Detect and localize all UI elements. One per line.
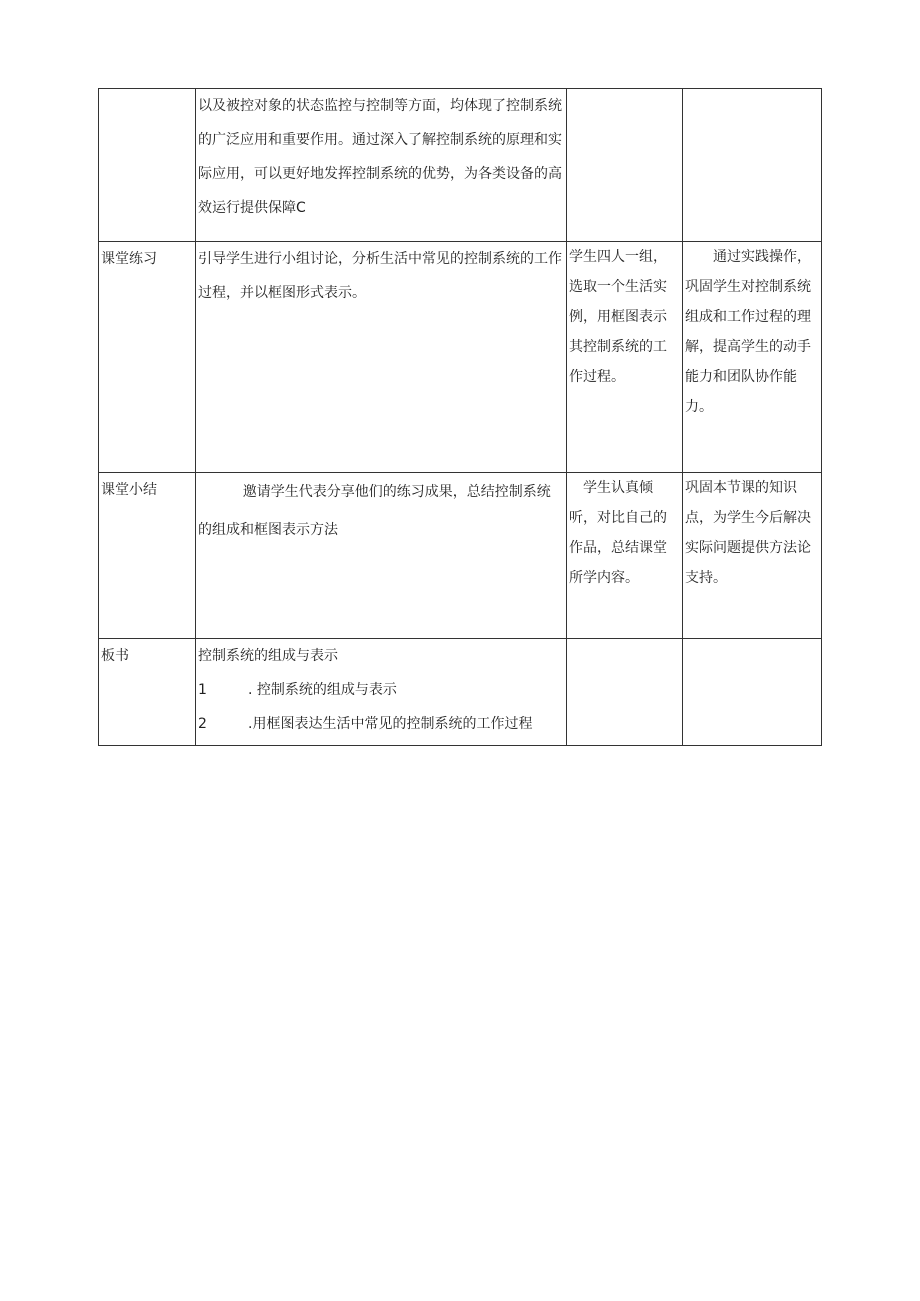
board-item-1 [198, 673, 564, 707]
board-title: 控制系统的组成与表示 [198, 648, 338, 664]
board-item-2-text: .用框图表达生活中常见的控制系统的工作过程 [248, 716, 533, 732]
lesson-plan-table [98, 88, 822, 746]
summary-teacher-text: 邀请学生代表分享他们的练习成果，总结控制系统的组成和框图表示方法 [198, 484, 551, 538]
practice-intent-text: 通过实践操作，巩固学生对控制系统组成和工作过程的理解，提高学生的动手能力和团队协作能力。 [685, 249, 811, 415]
board-item-1-number: 1 [198, 682, 207, 698]
board-item-2 [198, 707, 564, 741]
practice-intent-cell [683, 242, 822, 473]
intro-label-cell [99, 89, 196, 242]
practice-teacher-cell [196, 242, 567, 473]
board-intent-cell [683, 639, 822, 746]
practice-row [99, 242, 822, 473]
practice-label: 课堂练习 [101, 251, 157, 267]
intro-intent-cell [683, 89, 822, 242]
board-content-cell [196, 639, 567, 746]
intro-content-cell [196, 89, 567, 242]
summary-student-text: 学生认真倾听，对比自己的作品，总结课堂所学内容。 [569, 480, 667, 586]
summary-intent-text: 巩固本节课的知识点，为学生今后解决实际问题提供方法论支持。 [685, 480, 811, 586]
practice-teacher-text: 引导学生进行小组讨论，分析生活中常见的控制系统的工作过程，并以框图形式表示。 [198, 251, 562, 301]
summary-label: 课堂小结 [101, 482, 157, 498]
practice-label-cell [99, 242, 196, 473]
practice-student-text: 学生四人一组，选取一个生活实例，用框图表示其控制系统的工作过程。 [569, 249, 667, 385]
board-label-cell [99, 639, 196, 746]
summary-intent-cell [683, 473, 822, 639]
board-item-2-number: 2 [198, 716, 207, 732]
intro-row [99, 89, 822, 242]
board-item-1-text: . 控制系统的组成与表示 [248, 682, 397, 698]
intro-student-cell [567, 89, 683, 242]
board-label: 板书 [101, 648, 129, 664]
practice-student-cell [567, 242, 683, 473]
summary-teacher-cell [196, 473, 567, 639]
board-student-cell [567, 639, 683, 746]
intro-content-text: 以及被控对象的状态监控与控制等方面，均体现了控制系统的广泛应用和重要作用。通过深入了解控制系统的原理和实际应用，可以更好地发挥控制系统的优势，为各类设备的高效运行提供保障C [198, 98, 562, 216]
summary-student-cell [567, 473, 683, 639]
board-row [99, 639, 822, 746]
summary-label-cell [99, 473, 196, 639]
summary-row [99, 473, 822, 639]
